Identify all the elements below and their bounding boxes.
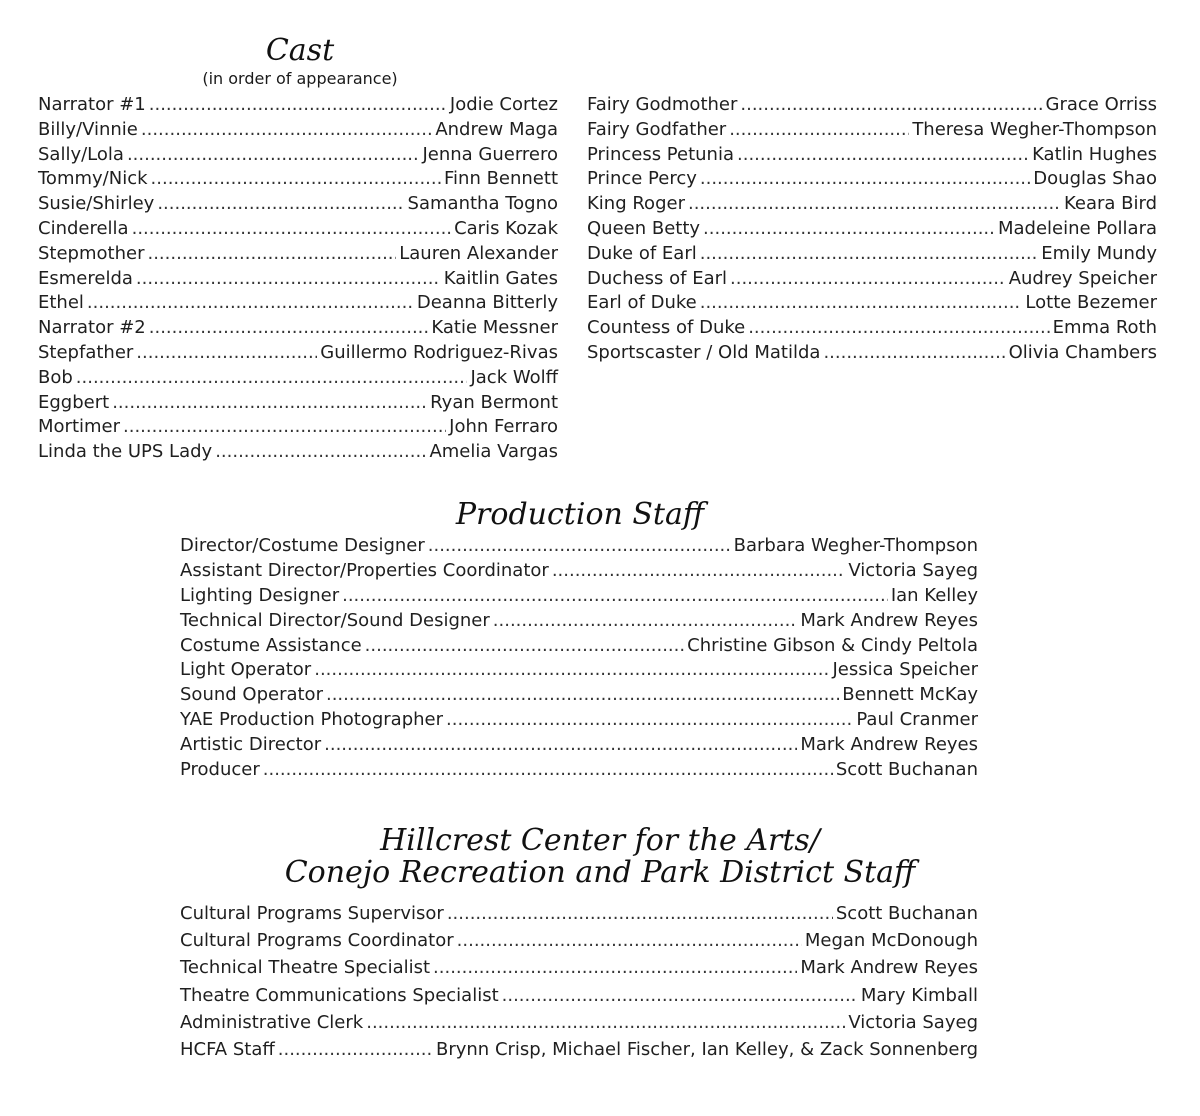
staff-row	[180, 927, 978, 954]
person-name: Deanna Bitterly	[416, 292, 558, 314]
dot-leader	[263, 758, 833, 783]
dot-leader	[326, 683, 839, 708]
role-label: Narrator #2	[38, 317, 146, 339]
cast-row	[587, 167, 1157, 192]
cast-row	[587, 267, 1157, 292]
staff-row	[180, 733, 978, 758]
role-label: Sportscaster / Old Matilda	[587, 341, 821, 363]
dot-leader	[700, 242, 1039, 267]
cast-list-right	[587, 93, 1157, 366]
dot-leader	[141, 118, 432, 143]
dot-leader	[149, 93, 447, 118]
cast-row	[38, 366, 558, 391]
person-name: Theresa Wegher-Thompson	[912, 118, 1157, 140]
staff-row	[180, 658, 978, 683]
person-name: Lotte Bezemer	[1025, 292, 1157, 314]
person-name: Victoria Sayeg	[848, 1011, 978, 1033]
cast-row	[38, 192, 558, 217]
cast-row	[587, 341, 1157, 366]
role-label: King Roger	[587, 193, 685, 215]
dot-leader	[730, 267, 1006, 292]
staff-row	[180, 559, 978, 584]
person-name: Christine Gibson & Cindy Peltola	[687, 634, 978, 656]
dot-leader	[366, 1009, 845, 1036]
person-name: Guillermo Rodriguez-Rivas	[320, 341, 558, 363]
role-label: Assistant Director/Properties Coordinator	[180, 559, 549, 581]
role-label: Stepfather	[38, 341, 134, 363]
dot-leader	[502, 982, 858, 1009]
person-name: Scott Buchanan	[835, 903, 978, 924]
dot-leader	[151, 167, 441, 192]
role-label: YAE Production Photographer	[180, 709, 444, 731]
person-name: Kaitlin Gates	[443, 267, 558, 289]
person-name: Bennett McKay	[842, 684, 978, 706]
role-label: Costume Assistance	[180, 634, 362, 656]
person-name: Finn Bennett	[443, 168, 558, 190]
person-name: Mark Andrew Reyes	[800, 609, 978, 631]
person-name: Katie Messner	[431, 317, 558, 339]
dot-leader	[700, 291, 1023, 316]
person-name: Samantha Togno	[407, 193, 558, 215]
role-label: Duchess of Earl	[587, 267, 728, 289]
role-label: Billy/Vinnie	[38, 118, 138, 140]
role-label: Sound Operator	[180, 684, 323, 706]
person-name: Olivia Chambers	[1008, 341, 1157, 363]
person-name: Emma Roth	[1052, 317, 1157, 339]
dot-leader	[342, 584, 888, 609]
person-name: Jodie Cortez	[449, 94, 558, 115]
staff-row	[180, 609, 978, 634]
hcfa-title-line1: Hillcrest Center for the Arts/	[380, 823, 820, 858]
person-name: Jessica Speicher	[832, 659, 978, 681]
dot-leader	[136, 267, 441, 292]
staff-row	[180, 683, 978, 708]
person-name: Mary Kimball	[860, 984, 978, 1006]
person-name: Paul Cranmer	[856, 709, 978, 731]
dot-leader	[149, 316, 429, 341]
dot-leader	[700, 167, 1030, 192]
cast-row	[587, 143, 1157, 168]
person-name: Amelia Vargas	[429, 441, 558, 463]
role-label: Susie/Shirley	[38, 193, 155, 215]
dot-leader	[278, 1036, 433, 1063]
dot-leader	[748, 316, 1049, 341]
role-label: Countess of Duke	[587, 317, 746, 339]
staff-row	[180, 1009, 978, 1036]
cast-row	[587, 93, 1157, 118]
role-label: Director/Costume Designer	[180, 535, 425, 556]
production-staff-title: Production Staff	[455, 497, 705, 532]
role-label: Eggbert	[38, 391, 110, 413]
person-name: Brynn Crisp, Michael Fischer, Ian Kelley, & Zack Sonnenberg	[436, 1038, 978, 1060]
role-label: Fairy Godfather	[587, 118, 727, 140]
staff-row	[180, 708, 978, 733]
role-label: Administrative Clerk	[180, 1011, 364, 1033]
role-label: Prince Percy	[587, 168, 697, 190]
dot-leader	[552, 559, 846, 584]
cast-row	[38, 391, 558, 416]
staff-row	[180, 982, 978, 1009]
dot-leader	[447, 900, 833, 927]
role-label: Producer	[180, 759, 260, 781]
person-name: Megan McDonough	[804, 930, 978, 952]
cast-row	[38, 440, 558, 465]
role-label: Queen Betty	[587, 217, 701, 239]
role-label: HCFA Staff	[180, 1038, 275, 1060]
dot-leader	[493, 609, 798, 634]
role-label: Fairy Godmother	[587, 94, 738, 115]
role-label: Narrator #1	[38, 94, 146, 115]
person-name: John Ferraro	[449, 416, 558, 438]
person-name: Scott Buchanan	[835, 759, 978, 781]
person-name: Barbara Wegher-Thompson	[733, 535, 978, 556]
role-label: Cultural Programs Coordinator	[180, 930, 454, 952]
role-label: Ethel	[38, 292, 84, 314]
cast-subtitle: (in order of appearance)	[202, 69, 398, 88]
person-name: Grace Orriss	[1045, 94, 1157, 115]
cast-row	[587, 192, 1157, 217]
cast-row	[38, 143, 558, 168]
dot-leader	[136, 341, 317, 366]
person-name: Madeleine Pollara	[997, 217, 1157, 239]
dot-leader	[703, 217, 995, 242]
staff-row	[180, 900, 978, 927]
role-label: Tommy/Nick	[38, 168, 148, 190]
role-label: Theatre Communications Specialist	[180, 984, 499, 1006]
staff-row	[180, 1036, 978, 1063]
dot-leader	[314, 658, 829, 683]
person-name: Mark Andrew Reyes	[800, 734, 978, 756]
cast-row	[38, 93, 558, 118]
person-name: Mark Andrew Reyes	[800, 957, 978, 979]
role-label: Technical Theatre Specialist	[180, 957, 431, 979]
person-name: Ryan Bermont	[430, 391, 558, 413]
cast-row	[38, 316, 558, 341]
role-label: Duke of Earl	[587, 242, 697, 264]
cast-row	[38, 341, 558, 366]
dot-leader	[157, 192, 404, 217]
cast-row	[38, 242, 558, 267]
role-label: Princess Petunia	[587, 143, 734, 165]
dot-leader	[147, 242, 396, 267]
cast-row	[38, 167, 558, 192]
person-name: Keara Bird	[1063, 193, 1157, 215]
cast-row	[38, 291, 558, 316]
cast-title: Cast	[265, 33, 335, 68]
cast-row	[38, 267, 558, 292]
person-name: Douglas Shao	[1033, 168, 1157, 190]
dot-leader	[433, 954, 797, 981]
role-label: Sally/Lola	[38, 143, 124, 165]
staff-row	[180, 954, 978, 981]
person-name: Lauren Alexander	[399, 242, 558, 264]
cast-row	[587, 316, 1157, 341]
cast-row	[587, 291, 1157, 316]
staff-row	[180, 534, 978, 559]
role-label: Artistic Director	[180, 734, 322, 756]
dot-leader	[76, 366, 468, 391]
dot-leader	[112, 391, 427, 416]
role-label: Cultural Programs Supervisor	[180, 903, 444, 924]
dot-leader	[324, 733, 797, 758]
dot-leader	[688, 192, 1061, 217]
dot-leader	[215, 440, 426, 465]
dot-leader	[446, 708, 853, 733]
dot-leader	[87, 291, 414, 316]
role-label: Light Operator	[180, 659, 312, 681]
person-name: Ian Kelley	[890, 584, 978, 606]
role-label: Mortimer	[38, 416, 121, 438]
staff-row	[180, 758, 978, 783]
dot-leader	[365, 634, 684, 659]
cast-row	[587, 242, 1157, 267]
production-staff-list	[180, 534, 978, 783]
role-label: Bob	[38, 366, 73, 388]
person-name: Andrew Maga	[435, 118, 558, 140]
dot-leader	[737, 143, 1029, 168]
staff-row	[180, 584, 978, 609]
role-label: Lighting Designer	[180, 584, 340, 606]
cast-row	[38, 217, 558, 242]
dot-leader	[457, 927, 802, 954]
hcfa-title-line2: Conejo Recreation and Park District Staff	[284, 855, 916, 890]
cast-row	[587, 118, 1157, 143]
staff-row	[180, 634, 978, 659]
role-label: Cinderella	[38, 217, 129, 239]
role-label: Technical Director/Sound Designer	[180, 609, 490, 631]
role-label: Stepmother	[38, 242, 145, 264]
role-label: Earl of Duke	[587, 292, 697, 314]
person-name: Emily Mundy	[1041, 242, 1157, 264]
person-name: Jack Wolff	[470, 366, 558, 388]
role-label: Linda the UPS Lady	[38, 441, 213, 463]
dot-leader	[132, 217, 451, 242]
role-label: Esmerelda	[38, 267, 133, 289]
person-name: Katlin Hughes	[1032, 143, 1157, 165]
person-name: Caris Kozak	[454, 217, 558, 239]
hcfa-staff-list	[180, 900, 978, 1063]
dot-leader	[428, 534, 731, 559]
cast-row	[587, 217, 1157, 242]
dot-leader	[823, 341, 1005, 366]
dot-leader	[740, 93, 1042, 118]
person-name: Jenna Guerrero	[422, 143, 558, 165]
cast-list-left	[38, 93, 558, 465]
dot-leader	[729, 118, 909, 143]
person-name: Audrey Speicher	[1008, 267, 1157, 289]
dot-leader	[127, 143, 420, 168]
dot-leader	[123, 415, 446, 440]
person-name: Victoria Sayeg	[848, 559, 978, 581]
cast-row	[38, 415, 558, 440]
cast-row	[38, 118, 558, 143]
